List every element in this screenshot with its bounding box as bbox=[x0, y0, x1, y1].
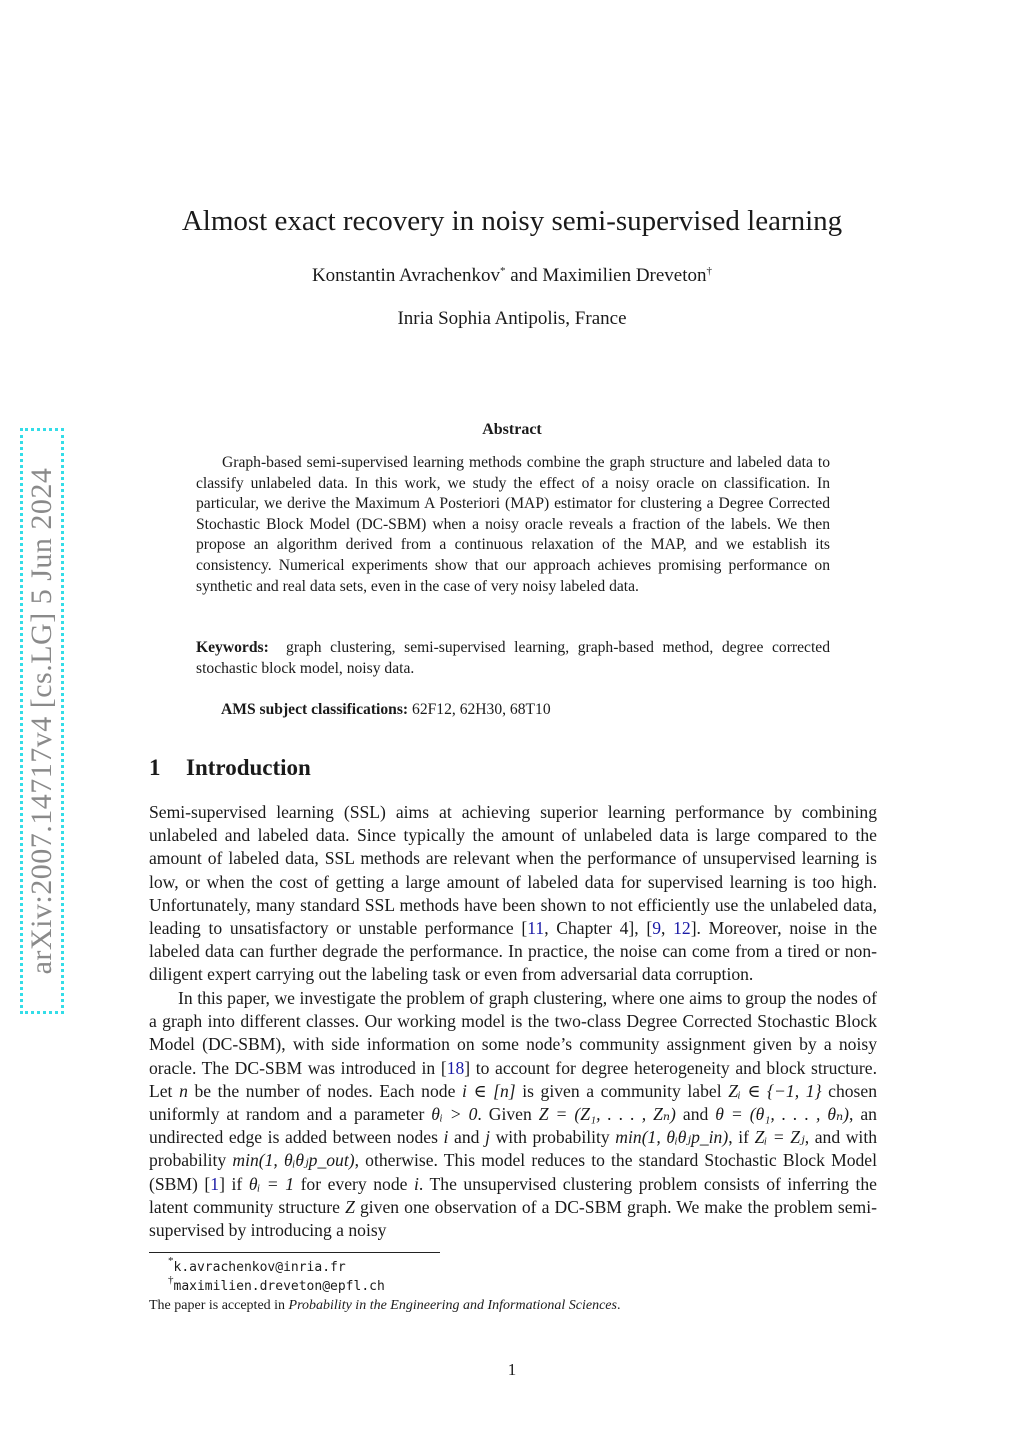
math: Zᵢ ∈ {−1, 1} bbox=[728, 1080, 822, 1101]
text-run: for every node bbox=[294, 1173, 414, 1194]
math: θᵢ = 1 bbox=[248, 1173, 295, 1194]
abstract-heading: Abstract bbox=[482, 421, 542, 438]
section-title: Introduction bbox=[186, 755, 311, 780]
footnote-text: The paper is accepted in bbox=[149, 1298, 289, 1313]
text-run: , bbox=[661, 918, 674, 939]
author-name: Konstantin Avrachenkov bbox=[311, 265, 500, 286]
footnote-mark: † bbox=[706, 265, 713, 277]
keywords-label: Keywords: bbox=[196, 639, 269, 656]
math: i bbox=[414, 1173, 419, 1194]
math: min(1, θᵢθⱼp_in) bbox=[615, 1127, 729, 1148]
text-run: . The unsupervised clustering problem consists of inferring the latent community structure bbox=[149, 1173, 877, 1217]
text-run: In this paper, we investigate the problem of graph clustering, where one aims to group the nodes of a graph into different classes. Our working model is the two-class Degree Corrected Stochastic Block Model (DC-SBM), with side information on some node’s community assignment given by a noisy oracle. The DC-SBM was introduced in [ bbox=[149, 988, 877, 1078]
text-run: is given a community label bbox=[515, 1080, 729, 1101]
text-run: be the number of nodes. Each node bbox=[187, 1080, 462, 1101]
text-run: , Chapter 4], [ bbox=[544, 918, 653, 939]
math: θᵢ > 0 bbox=[431, 1104, 478, 1125]
author-connector: and bbox=[505, 265, 543, 286]
ams-label: AMS subject classifications: bbox=[221, 701, 409, 718]
text-run: and bbox=[448, 1127, 486, 1148]
affiliation: Inria Sophia Antipolis, France bbox=[397, 308, 627, 329]
text-run: , if bbox=[728, 1127, 755, 1148]
citation-link[interactable]: 18 bbox=[446, 1057, 465, 1078]
footnote-2 bbox=[168, 1274, 385, 1296]
keywords-text: graph clustering, semi-supervised learning, graph-based method, degree corrected stochastic block model, noisy data. bbox=[196, 639, 831, 677]
citation-link[interactable]: 9 bbox=[652, 918, 662, 939]
text-run: ] to account for degree heterogeneity and block structure. Let bbox=[149, 1057, 878, 1101]
email-link[interactable]: k.avrachenkov@inria.fr bbox=[173, 1260, 346, 1275]
text-run: ]. Moreover, noise in the labeled data can further degrade the performance. In practice, the noise can come from a tired or non-diligent expert carrying out the labeling task or even from adversarial data corruption. bbox=[149, 918, 878, 985]
citation-link[interactable]: 12 bbox=[673, 918, 691, 939]
page-number: 1 bbox=[507, 1360, 517, 1379]
ams-text: 62F12, 62H30, 68T10 bbox=[412, 701, 551, 718]
footnote-text: . bbox=[616, 1298, 621, 1313]
footnote-mark: * bbox=[499, 265, 506, 277]
text-run: ] if bbox=[219, 1173, 249, 1194]
math: i ∈ [n] bbox=[462, 1080, 516, 1101]
text-run: and bbox=[675, 1104, 716, 1125]
math: Z bbox=[345, 1196, 355, 1217]
paper-title: Almost exact recovery in noisy semi-supervised learning bbox=[181, 205, 843, 237]
math: Zᵢ = Zⱼ bbox=[754, 1127, 805, 1148]
math: n bbox=[179, 1080, 188, 1101]
math: min(1, θᵢθⱼp_out) bbox=[232, 1150, 355, 1171]
math: θ = (θ₁, . . . , θₙ) bbox=[715, 1104, 849, 1125]
abstract-text: Graph-based semi-supervised learning methods combine the graph structure and labeled data to classify unlabeled data. In this work, we study the effect of a noisy oracle on classification. In particular, we derive the Maximum A Posteriori (MAP) estimator for clustering a Degree Corrected Stochastic Block Model (DC-SBM) when a noisy oracle reveals a fraction of the labels. We then propose an algorithm derived from a continuous relaxation of the MAP, and we establish its consistency. Numerical experiments show that our approach achieves promising performance on synthetic and real data sets, even in the case of very noisy labeled data. bbox=[196, 454, 830, 595]
section-heading bbox=[149, 754, 311, 782]
citation-link[interactable]: 1 bbox=[210, 1173, 220, 1194]
arxiv-stamp-text: arXiv:2007.14717v4 [cs.LG] 5 Jun 2024 bbox=[25, 467, 58, 975]
ams-classifications bbox=[221, 700, 831, 721]
text-run: . Given bbox=[477, 1104, 539, 1125]
math: Z = (Z₁, . . . , Zₙ) bbox=[538, 1104, 676, 1125]
email-link[interactable]: maximilien.dreveton@epfl.ch bbox=[173, 1279, 385, 1294]
text-run: with probability bbox=[489, 1127, 616, 1148]
text-run: , and with probability bbox=[149, 1127, 878, 1171]
footnote-mark: † bbox=[168, 1274, 174, 1286]
keywords bbox=[196, 638, 830, 679]
text-run: given one observation of a DC-SBM graph. We make the problem semi-supervised by introducing a noisy bbox=[149, 1196, 877, 1241]
text-run: Semi-supervised learning (SSL) aims at achieving superior learning performance by combining unlabeled and labeled data. Since typically the amount of unlabeled data is large compared to the amount of labeled data, SSL methods are relevant when the performance of unsupervised learning is low, or when the cost of getting a large amount of labeled data for supervised learning is too high. Unfortunately, many standard SSL methods have been shown to not efficiently use the unlabeled data, leading to unsatisfactory or unstable performance [ bbox=[149, 802, 877, 939]
footnote-3 bbox=[149, 1297, 620, 1315]
author-line bbox=[0, 264, 1024, 288]
citation-link[interactable]: 11 bbox=[527, 918, 545, 939]
author-name: Maximilien Dreveton bbox=[542, 265, 707, 286]
text-run: , otherwise. This model reduces to the standard Stochastic Block Model (SBM) [ bbox=[149, 1150, 877, 1194]
journal-name: Probability in the Engineering and Informational Sciences bbox=[288, 1298, 617, 1313]
footnote-rule bbox=[149, 1252, 440, 1253]
intro-paragraph-2 bbox=[149, 987, 877, 1242]
math: i bbox=[443, 1127, 449, 1148]
footnote-mark: * bbox=[168, 1255, 174, 1267]
intro-paragraph-1 bbox=[149, 801, 877, 987]
text-run: chosen uniformly at random and a parameter bbox=[149, 1080, 878, 1125]
footnote-1 bbox=[168, 1255, 346, 1277]
section-number: 1 bbox=[149, 755, 161, 780]
text-run: , an undirected edge is added between nodes bbox=[149, 1104, 877, 1148]
math: j bbox=[485, 1127, 490, 1148]
arxiv-stamp bbox=[20, 428, 64, 1014]
